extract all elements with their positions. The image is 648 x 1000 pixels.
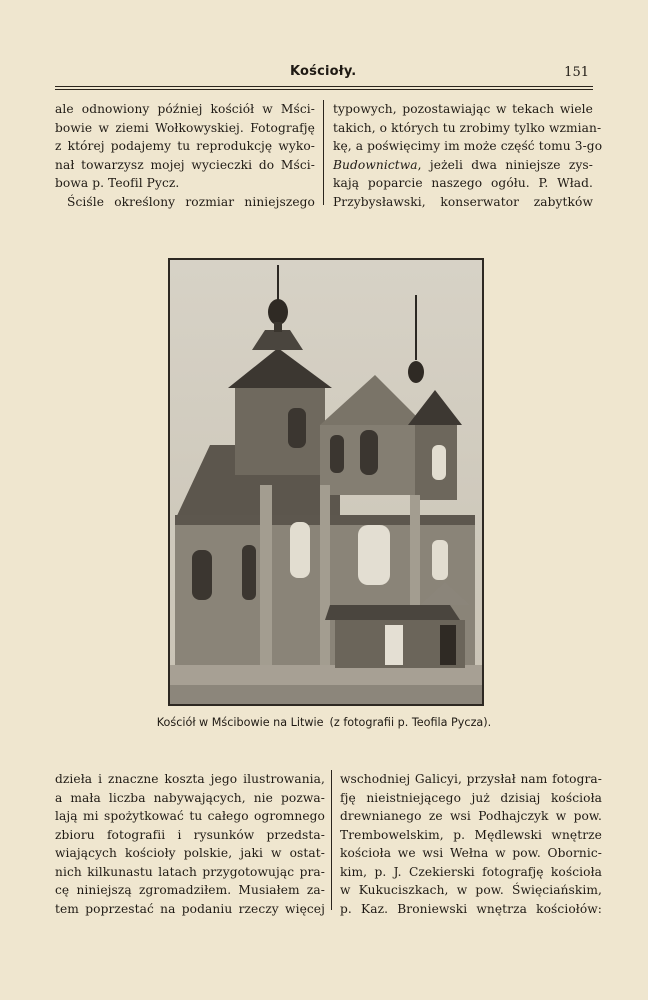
text-line: Trembowelskim, p. Mędlewski wnętrze: [340, 827, 602, 842]
text-line: w Kukuciszkach, w pow. Święciańskim,: [340, 883, 602, 897]
text-line: Ściśle określony rozmiar niniejszego: [67, 194, 315, 209]
running-head: [55, 62, 593, 86]
text-line: a mała liczba nabywających, nie pozwa-: [55, 790, 325, 805]
text-column-bottom-right: [340, 770, 602, 918]
text-line: z której podajemy tu reprodukcję wyko-: [55, 139, 315, 153]
text-line: kają poparcie naszego ogółu. P. Wład.: [333, 176, 593, 190]
header-rule-secondary: [55, 89, 593, 90]
text-line: nał towarzysz mojej wycieczki do Mści-: [55, 157, 315, 172]
italic-title: Budownictwa: [333, 157, 418, 172]
running-title: Kościoły.: [290, 64, 357, 79]
text-line: cę niniejszą zgromadziłem. Musiałem za-: [55, 883, 325, 897]
column-divider: [323, 100, 324, 205]
text-line: takich, o których tu zrobimy tylko wzmian-: [333, 120, 602, 135]
text-line: ale odnowiony później kościół w Mści-: [55, 102, 315, 116]
text-line: wschodniej Galicyi, przysłał nam fotogra-: [340, 772, 602, 786]
text-line: p. Kaz. Broniewski wnętrza kościołów:: [340, 901, 602, 916]
church-illustration: [170, 260, 482, 704]
text-line: wiających kościoły polskie, jaki w ostat-: [55, 846, 325, 860]
text-column-top-right: [333, 100, 603, 211]
text-line-rest: , jeżeli dwa niniejsze zys-: [417, 157, 593, 172]
text-line: typowych, pozostawiając w tekach wiele: [333, 102, 593, 116]
header-rule: [55, 86, 593, 87]
text-line: kim, p. J. Czekierski fotografję kościoła: [340, 864, 602, 879]
text-line-italic-start: [333, 156, 593, 175]
text-line: Przybysławski, konserwator zabytków: [333, 194, 593, 209]
text-line: zbioru fotografii i rysunków przedsta-: [55, 827, 325, 842]
text-column-top-left: [55, 100, 315, 211]
page-number: 151: [564, 65, 589, 80]
church-photograph: [168, 258, 484, 706]
caption-credit: (z fotografii p. Teofila Pycza).: [329, 716, 492, 729]
text-line: nich kilkunastu latach przygotowując pra-: [55, 864, 325, 879]
text-line: kościoła we wsi Wełna w pow. Obornic-: [340, 846, 602, 860]
text-line: bowie w ziemi Wołkowyskiej. Fotografję: [55, 120, 315, 135]
text-line: bowa p. Teofil Pycz.: [55, 176, 180, 190]
text-column-bottom-left: [55, 770, 325, 918]
figure-caption: [0, 716, 648, 729]
text-line: lają mi spożytkować tu całego ogromnego: [55, 809, 325, 823]
text-line: tem poprzestać na podaniu rzeczy więcej: [55, 901, 325, 916]
column-divider: [331, 770, 332, 910]
text-line: fję nieistniejącego już dzisiaj kościoła: [340, 790, 602, 805]
text-line: drewnianego ze wsi Podhajczyk w pow.: [340, 809, 602, 823]
text-line: dzieła i znaczne koszta jego ilustrowania,: [55, 772, 325, 786]
text-line: kę, a poświęcimy im może część tomu 3-go: [333, 139, 603, 153]
caption-main: Kościół w Mścibowie na Litwie: [156, 716, 324, 729]
